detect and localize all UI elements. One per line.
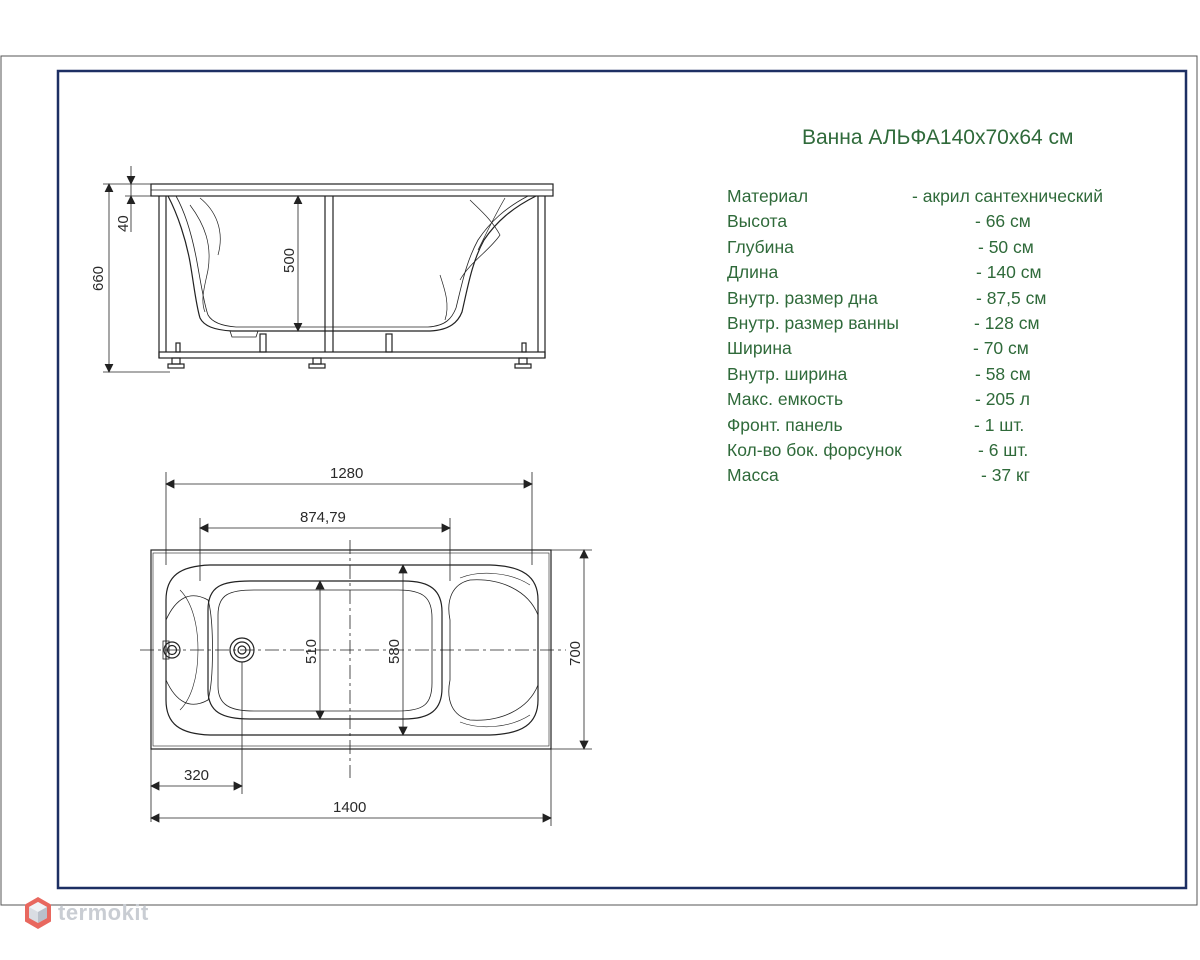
spec-row (727, 389, 1167, 414)
spec-list (727, 186, 1167, 491)
spec-row (727, 364, 1167, 389)
spec-value: - 37 кг (981, 465, 1031, 486)
dim-top-1280: 1280 (330, 465, 364, 482)
dim-top-700: 700 (567, 640, 584, 666)
spec-row (727, 262, 1167, 287)
spec-value: - 87,5 см (976, 287, 1047, 308)
side-view-dimensions (103, 166, 302, 372)
logo-text: termokit (58, 900, 149, 925)
spec-row (727, 338, 1167, 363)
top-view (151, 550, 551, 749)
spec-row (727, 465, 1167, 490)
spec-value: - 50 см (978, 236, 1034, 257)
centerlines (140, 540, 566, 778)
spec-row (727, 237, 1167, 262)
spec-value: - 66 см (975, 211, 1031, 232)
top-view-dimensions (151, 472, 592, 826)
spec-row (727, 186, 1167, 211)
spec-label: Внутр. размер ванны (727, 312, 899, 333)
spec-label: Кол-во бок. форсунок (727, 439, 902, 460)
spec-label: Внутр. ширина (727, 363, 848, 384)
spec-row (727, 288, 1167, 313)
spec-label: Фронт. панель (727, 414, 843, 435)
dim-top-874: 874,79 (300, 509, 346, 526)
dim-side-height: 660 (90, 265, 107, 291)
spec-label: Внутр. размер дна (727, 287, 878, 308)
spec-value: - 128 см (974, 312, 1040, 333)
spec-row (727, 415, 1167, 440)
spec-label: Макс. емкость (727, 389, 844, 410)
hexagon-cube-icon (24, 896, 52, 930)
spec-row (727, 440, 1167, 465)
product-title: Ванна АЛЬФА140х70х64 см (802, 126, 1074, 149)
dim-top-1400: 1400 (333, 799, 367, 816)
spec-label: Ширина (727, 338, 792, 359)
dim-top-320: 320 (184, 767, 210, 784)
spec-label: Материал (727, 186, 809, 206)
spec-value: - 6 шт. (978, 439, 1029, 460)
spec-label: Масса (727, 465, 779, 486)
spec-value: - 70 см (973, 338, 1029, 359)
dim-side-rim: 40 (115, 215, 132, 232)
side-view (151, 184, 553, 368)
spec-row (727, 313, 1167, 338)
dim-top-580: 580 (386, 638, 403, 664)
spec-value: - 1 шт. (974, 414, 1025, 435)
spec-value: - акрил сантехнический (912, 186, 1103, 206)
logo (24, 896, 149, 930)
spec-value: - 205 л (975, 389, 1030, 410)
spec-value: - 58 см (975, 363, 1031, 384)
dim-top-510: 510 (303, 638, 320, 664)
spec-label: Глубина (727, 236, 794, 257)
spec-value: - 140 см (976, 262, 1042, 283)
dim-side-depth: 500 (281, 247, 298, 273)
spec-label: Длина (727, 262, 779, 283)
spec-row (727, 211, 1167, 236)
spec-label: Высота (727, 211, 788, 232)
